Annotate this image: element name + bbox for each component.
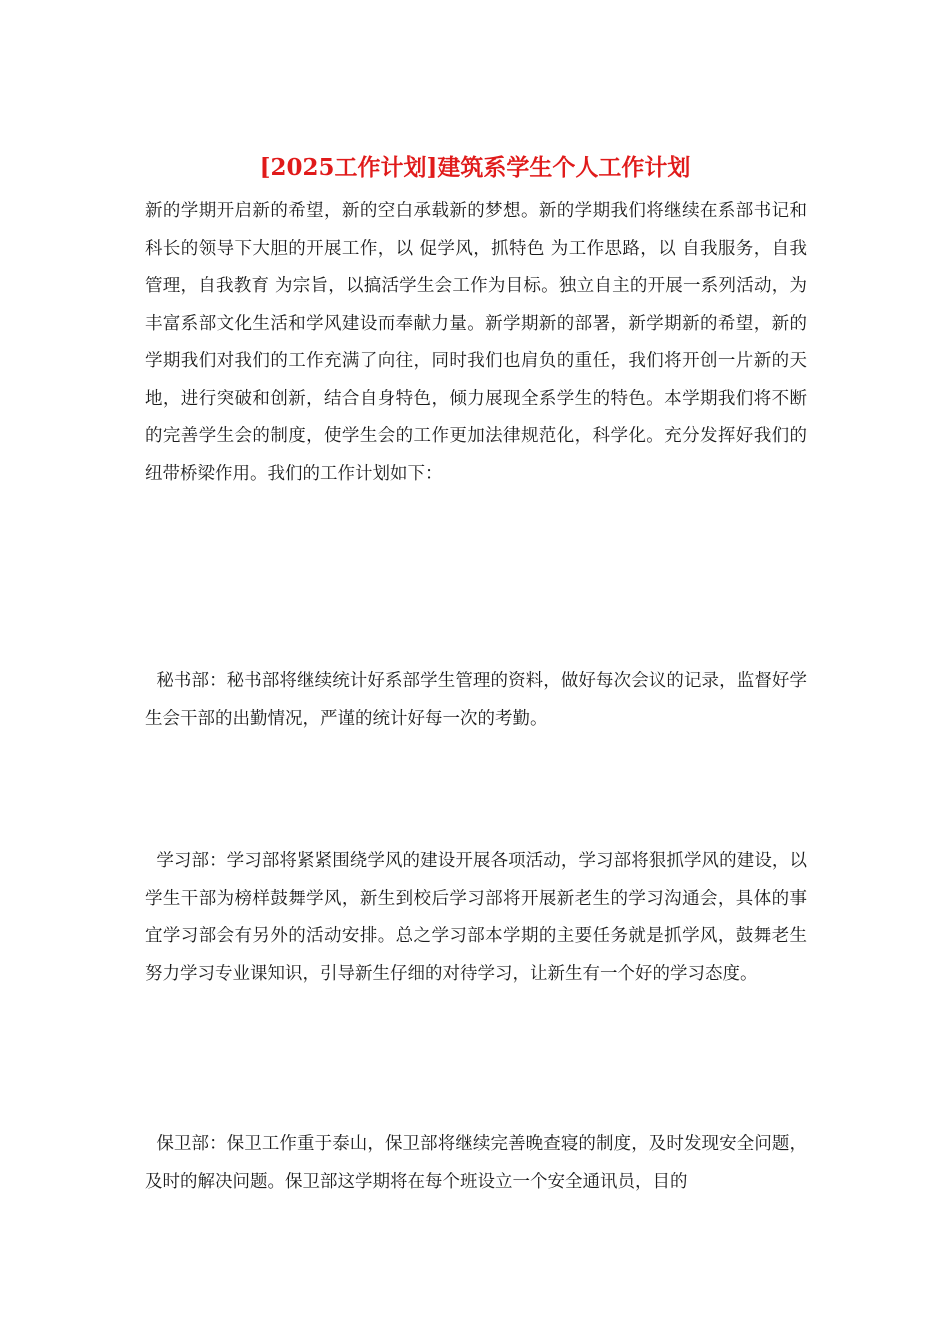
secretary-department-paragraph: 秘书部：秘书部将继续统计好系部学生管理的资料，做好每次会议的记录，监督好学生会干部的出勤情况，严谨的统计好每一次的考勤。 xyxy=(145,671,807,729)
security-department-paragraph: 保卫部：保卫工作重于泰山，保卫部将继续完善晚查寝的制度，及时发现安全问题，及时的解决问题。保卫部这学期将在每个班设立一个安全通讯员，目的 xyxy=(145,1134,807,1192)
document-title: [2025工作计划]建筑系学生个人工作计划 xyxy=(259,154,691,181)
study-department-paragraph: 学习部：学习部将紧紧围绕学风的建设开展各项活动，学习部将狠抓学风的建设，以学生干部为榜样鼓舞学风，新生到校后学习部将开展新老生的学习沟通会，具体的事宜学习部会有另外的活动安排。总之学习部本学期的主要任务就是抓学风，鼓舞老生努力学习专业课知识，引导新生仔细的对待学习，让新生有一个好的学习态度。 xyxy=(145,851,807,984)
intro-paragraph: 新的学期开启新的希望，新的空白承载新的梦想。新的学期我们将继续在系部书记和科长的领导下大胆的开展工作，以 促学风，抓特色 为工作思路，以 自我服务，自我管理，自我教育 为宗旨，以搞活学生会工作为目标。独立自主的开展一系列活动，为丰富系部文化生活和学风建设而奉献力量。新学期新的部署，新学期新的希望，新的学期我们对我们的工作充满了向往，同时我们也肩负的重任，我们将开创一片新的天地，进行突破和创新，结合自身特色，倾力展现全系学生的特色。本学期我们将不断的完善学生会的制度，使学生会的工作更加法律规范化，科学化。充分发挥好我们的纽带桥梁作用。我们的工作计划如下： xyxy=(145,201,807,484)
